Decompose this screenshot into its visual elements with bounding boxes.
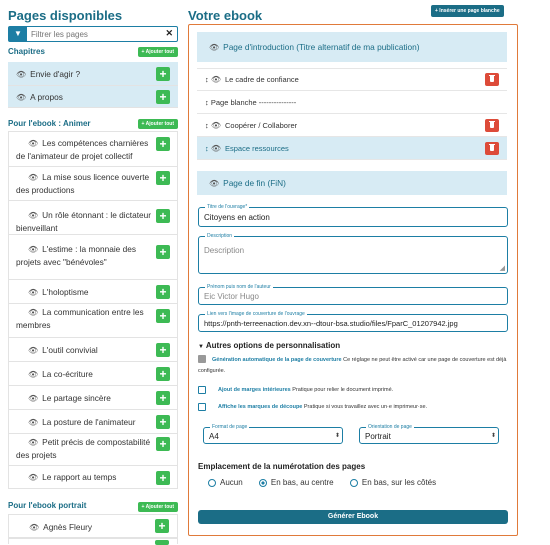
add-all-chapitres-button[interactable]: + Ajouter tout	[138, 47, 178, 57]
add-icon[interactable]: +	[156, 67, 170, 81]
title-field[interactable]: Titre de l'ouvrage* Citoyens en action	[198, 207, 508, 227]
page-title: Votre ebook	[188, 8, 263, 23]
add-icon[interactable]: +	[156, 285, 170, 299]
options-toggle[interactable]: ▼ Autres options de personnalisation	[198, 341, 341, 350]
insert-blank-page-button[interactable]: + Insérer une page blanche	[431, 5, 504, 17]
radio-icon	[208, 479, 216, 487]
eye-icon: 👁	[209, 179, 220, 188]
format-select[interactable]: Format de page A4 ⬍	[203, 427, 343, 444]
ebook-page-row[interactable]: ↕ 👁 Coopérer / Collaborer	[197, 114, 507, 137]
add-icon[interactable]: +	[156, 245, 170, 259]
trash-icon[interactable]	[485, 119, 499, 132]
list-item[interactable]: 👁 La co-écriture +	[8, 362, 178, 386]
add-icon[interactable]: +	[156, 90, 170, 104]
eye-icon: 👁	[28, 139, 39, 148]
list-item[interactable]: 👁 L'holoptisme +	[8, 280, 178, 304]
trash-icon[interactable]	[485, 142, 499, 155]
numbering-heading: Emplacement de la numérotation des pages	[198, 462, 366, 471]
eye-icon: 👁	[28, 288, 39, 297]
list-item[interactable]: 👁 La posture de l'animateur +	[8, 410, 178, 434]
filter-box[interactable]	[8, 26, 178, 42]
ebook-page-row[interactable]: ↕ 👁 Espace ressources	[197, 137, 507, 160]
eye-icon: 👁	[28, 438, 39, 447]
add-icon[interactable]: +	[156, 209, 170, 223]
list-item[interactable]: 👁 Envie d'agir ? +	[8, 62, 178, 86]
add-icon[interactable]: +	[156, 309, 170, 323]
add-icon[interactable]: +	[156, 171, 170, 185]
cover-url-field[interactable]: Lien vers l'image de couverture de l'ouvrage https://pnth-terreenaction.dev.xn--dtour-bsa.studio/files/FparC_01207942.jpg	[198, 314, 508, 332]
add-icon[interactable]	[155, 540, 169, 545]
eye-icon: 👁	[210, 144, 221, 153]
eye-icon: 👁	[28, 370, 39, 379]
auto-cover-option: Génération automatique de la page de couverture Ce réglage ne peut être activé car une page de couverture est déjà configurée.	[198, 357, 507, 374]
section-portrait-label: Pour l'ebook portrait	[8, 501, 87, 510]
drag-handle-icon[interactable]: ↕	[205, 144, 209, 153]
margins-checkbox[interactable]	[198, 386, 206, 394]
crop-marks-checkbox[interactable]	[198, 403, 206, 411]
list-item[interactable]: 👁 Le partage sincère +	[8, 386, 178, 410]
eye-icon: 👁	[28, 245, 39, 254]
author-field[interactable]: Prénom puis nom de l'auteur Eic Victor Hugo	[198, 287, 508, 305]
list-item[interactable]: 👁 Le rapport au temps +	[8, 466, 178, 489]
add-icon[interactable]: +	[155, 519, 169, 533]
add-icon[interactable]: +	[156, 137, 170, 151]
add-icon[interactable]: +	[156, 367, 170, 381]
list-item[interactable]: 👁 Un rôle étonnant : le dictateur bienveillant +	[8, 201, 178, 235]
end-page[interactable]: 👁 Page de fin (FiN)	[197, 171, 507, 195]
section-animer-label: Pour l'ebook : Animer	[8, 119, 91, 128]
eye-icon: 👁	[16, 70, 27, 79]
add-all-animer-button[interactable]: + Ajouter tout	[138, 119, 178, 129]
drag-handle-icon[interactable]: ↕	[205, 121, 209, 130]
eye-icon: 👁	[28, 394, 39, 403]
radio-centre[interactable]: En bas, au centre	[259, 478, 334, 487]
eye-icon: 👁	[28, 308, 39, 317]
select-arrows-icon: ⬍	[490, 433, 496, 439]
resize-handle-icon[interactable]: ◢	[499, 265, 505, 272]
radio-cotes[interactable]: En bas, sur les côtés	[350, 478, 436, 487]
eye-icon: 👁	[210, 75, 221, 84]
drag-handle-icon[interactable]: ↕	[205, 75, 209, 84]
generate-ebook-button[interactable]: Générer Ebook	[198, 510, 508, 524]
add-icon[interactable]: +	[156, 343, 170, 357]
eye-icon: 👁	[16, 93, 27, 102]
eye-icon: 👁	[209, 43, 220, 52]
list-item	[8, 538, 178, 544]
add-icon[interactable]: +	[156, 415, 170, 429]
eye-icon: 👁	[210, 121, 221, 130]
radio-selected-icon	[259, 479, 267, 487]
section-chapitres-label: Chapitres	[8, 47, 45, 56]
list-item[interactable]: 👁 Les compétences charnières de l'animateur de projet collectif +	[8, 133, 178, 167]
filter-icon: ▼	[9, 27, 27, 41]
orientation-select[interactable]: Orientation de page Portrait ⬍	[359, 427, 499, 444]
add-icon[interactable]: +	[156, 471, 170, 485]
eye-icon: 👁	[28, 173, 39, 182]
crop-marks-option: Affiche les marques de découpe Pratique si vous travaillez avec un·e imprimeur·se.	[218, 404, 428, 410]
sidebar-title: Pages disponibles	[8, 8, 123, 23]
numbering-options	[208, 478, 436, 487]
list-item[interactable]: 👁 L'estime : la monnaie des projets avec "bénévoles" +	[8, 235, 178, 280]
caret-down-icon: ▼	[198, 344, 204, 350]
radio-aucun[interactable]: Aucun	[208, 478, 243, 487]
eye-icon: 👁	[29, 523, 40, 532]
eye-icon: 👁	[28, 346, 39, 355]
sidebar	[8, 0, 180, 544]
select-arrows-icon: ⬍	[334, 433, 340, 439]
add-icon[interactable]: +	[156, 391, 170, 405]
list-item[interactable]: 👁 La communication entre les membres +	[8, 304, 178, 338]
eye-icon: 👁	[28, 418, 39, 427]
margins-option: Ajout de marges intérieures Pratique pour relier le document imprimé.	[218, 387, 394, 393]
intro-page[interactable]: 👁 Page d'introduction (Titre alternatif de ma publication)	[197, 32, 507, 62]
add-all-portrait-button[interactable]: + Ajouter tout	[138, 502, 178, 512]
list-item[interactable]: 👁 A propos +	[8, 86, 178, 108]
ebook-page-row[interactable]: ↕ 👁 Le cadre de confiance	[197, 68, 507, 91]
eye-icon: 👁	[28, 473, 39, 482]
list-item[interactable]: 👁 Agnès Fleury +	[8, 514, 178, 538]
list-item[interactable]: 👁 La mise sous licence ouverte des productions +	[8, 167, 178, 201]
add-icon[interactable]: +	[156, 437, 170, 451]
list-item[interactable]: 👁 Petit précis de compostabilité des projets +	[8, 434, 178, 466]
drag-handle-icon[interactable]: ↕	[205, 98, 209, 107]
list-item[interactable]: 👁 L'outil convivial +	[8, 338, 178, 362]
eye-icon: 👁	[28, 211, 39, 220]
trash-icon[interactable]	[485, 73, 499, 86]
description-field[interactable]: Description Description ◢	[198, 236, 508, 274]
radio-icon	[350, 479, 358, 487]
clear-icon[interactable]: ✕	[165, 28, 173, 38]
ebook-page-row[interactable]: ↕ Page blanche ---------------	[197, 91, 507, 114]
filter-input[interactable]	[31, 29, 151, 39]
